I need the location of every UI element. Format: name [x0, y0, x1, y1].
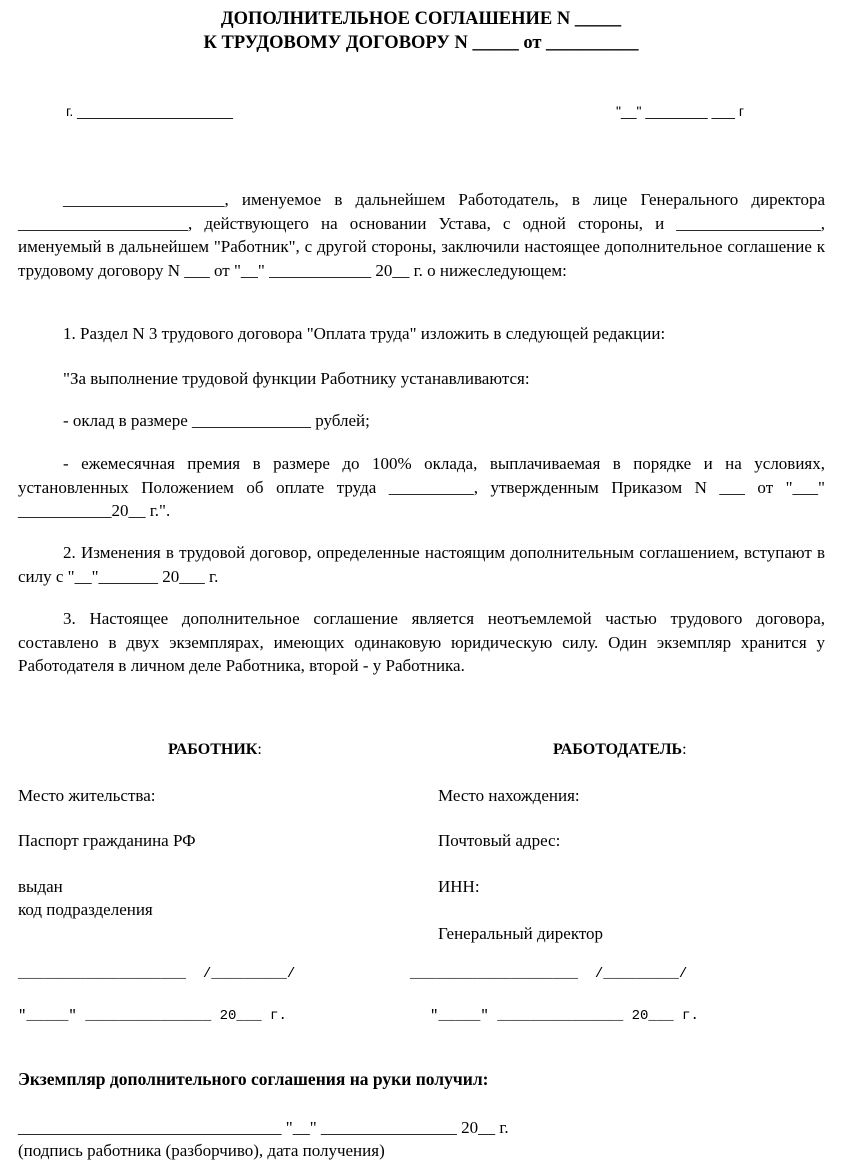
employee-passport: Паспорт гражданина РФ — [18, 831, 196, 850]
clause-1: 1. Раздел N 3 трудового договора "Оплата труда" изложить в следующей редакции: — [63, 324, 666, 343]
employer-postal: Почтовый адрес: — [438, 831, 561, 850]
intro-paragraph: ___________________, именуемое в дальнейшем Работодатель, в лице Генерального директора ____________________, действующего на основании Устава, с одной стороны, и _________________, именуемый в дальнейшем "Работник", с другой стороны, заключили настоящее дополнительное соглашение к трудовому договору N ___ от "__" ____________ 20__ г. о нижеследующем: — [18, 190, 825, 280]
clause-1-bonus: - ежемесячная премия в размере до 100% оклада, выплачиваемая в порядке и на условиях, установленных Положением об оплате труда __________, утвержденным Приказом N ___ от "___" ___________20__ г.". — [18, 454, 825, 520]
employer-signature-line: ____________________ /_________/ — [410, 966, 688, 982]
receipt-line: _______________________________ "__" ________________ 20__ г. — [18, 1118, 509, 1137]
employee-division-code: код подразделения — [18, 900, 153, 919]
city-field: г. ____________________ — [66, 103, 233, 119]
clause-1-quote: "За выполнение трудовой функции Работнику устанавливаются: — [63, 369, 530, 388]
employee-residence: Место жительства: — [18, 786, 156, 805]
employee-heading: РАБОТНИК: — [168, 741, 262, 758]
employee-date-line: "_____" _______________ 20___ г. — [18, 1008, 287, 1024]
date-field: "__" ________ ___ г — [616, 103, 744, 119]
employer-heading: РАБОТОДАТЕЛЬ: — [553, 741, 687, 758]
employee-signature-line: ____________________ /_________/ — [18, 966, 296, 982]
employer-date-line: "_____" _______________ 20___ г. — [430, 1008, 699, 1024]
employer-inn: ИНН: — [438, 877, 480, 896]
employer-location: Место нахождения: — [438, 786, 580, 805]
employee-issued: выдан — [18, 877, 63, 896]
document-title: ДОПОЛНИТЕЛЬНОЕ СОГЛАШЕНИЕ N _____ — [220, 9, 622, 29]
clause-1-salary: - оклад в размере ______________ рублей; — [63, 411, 370, 430]
clause-3: 3. Настоящее дополнительное соглашение является неотъемлемой частью трудового договора, составлено в двух экземплярах, имеющих одинаковую юридическую силу. Один экземпляр хранится у Работодателя в личном деле Работника, второй - у Работника. — [18, 609, 825, 675]
receipt-heading: Экземпляр дополнительного соглашения на руки получил: — [18, 1069, 489, 1089]
clause-2: 2. Изменения в трудовой договор, определенные настоящим дополнительным соглашением, вступают в силу с "__"_______ 20___ г. — [18, 543, 825, 586]
employer-director: Генеральный директор — [438, 924, 604, 943]
receipt-caption: (подпись работника (разборчиво), дата получения) — [18, 1141, 385, 1160]
document-subtitle: К ТРУДОВОМУ ДОГОВОРУ N _____ от __________ — [203, 33, 639, 53]
